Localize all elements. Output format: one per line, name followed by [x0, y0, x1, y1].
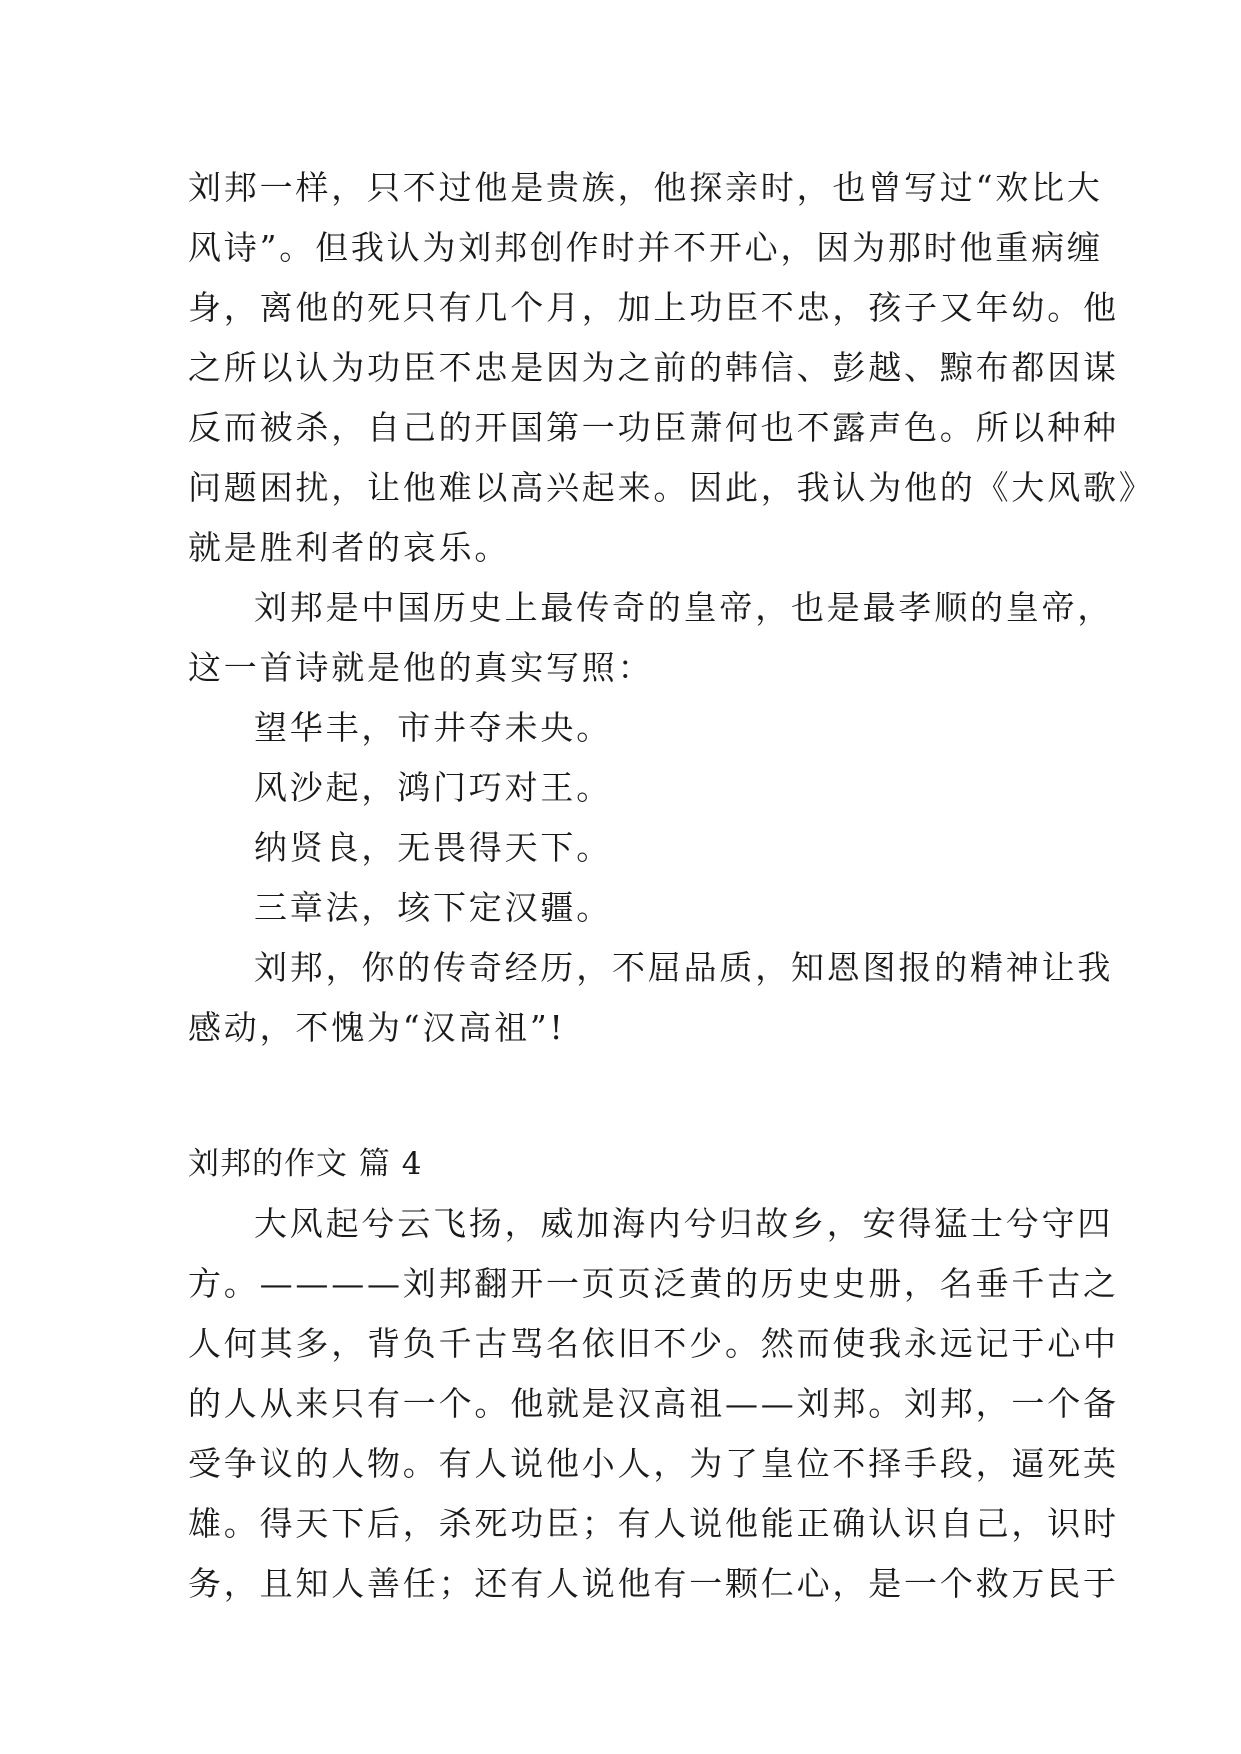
text-line: 反而被杀，自己的开国第一功臣萧何也不露声色。所以种种: [188, 408, 1119, 447]
poem-line: 风沙起，鸿门巧对王。: [254, 768, 612, 807]
text-line: 感动，不愧为“汉高祖”!: [188, 1008, 566, 1047]
text-line: 刘邦，你的传奇经历，不屈品质，知恩图报的精神让我: [254, 948, 1114, 987]
section-heading: 刘邦的作文 篇 4: [188, 1146, 423, 1182]
text-line: 刘邦是中国历史上最传奇的皇帝，也是最孝顺的皇帝，: [254, 588, 1114, 627]
paragraph-4: [188, 1194, 1119, 1614]
text-line: 就是胜利者的哀乐。: [188, 528, 511, 567]
text-line: 这一首诗就是他的真实写照：: [188, 648, 654, 687]
text-line: 人何其多，背负千古骂名依旧不少。然而使我永远记于心中: [188, 1324, 1119, 1363]
text-line: 雄。得天下后，杀死功臣；有人说他能正确认识自己，识时: [188, 1504, 1119, 1543]
text-line: 受争议的人物。有人说他小人，为了皇位不择手段，逼死英: [188, 1444, 1119, 1483]
spacer: [188, 1058, 1058, 1118]
poem-line: 纳贤良，无畏得天下。: [254, 828, 612, 867]
text-line: 务，且知人善任；还有人说他有一颗仁心，是一个救万民于: [188, 1564, 1119, 1603]
text-line: 方。————刘邦翻开一页页泛黄的历史史册，名垂千古之: [188, 1264, 1119, 1303]
paragraph-3: [188, 938, 1114, 1058]
text-line: 刘邦一样，只不过他是贵族，他探亲时，也曾写过“欢比大: [188, 168, 1103, 207]
text-line: 问题困扰，让他难以高兴起来。因此，我认为他的《大风歌》: [188, 468, 1155, 507]
paragraph-2: [188, 578, 1114, 698]
text-line: 大风起兮云飞扬，威加海内兮归故乡，安得猛士兮守四: [254, 1204, 1114, 1243]
poem-line: 三章法，垓下定汉疆。: [254, 888, 612, 927]
poem: [188, 698, 1058, 938]
text-line: 身，离他的死只有几个月，加上功臣不忠，孩子又年幼。他: [188, 288, 1119, 327]
poem-line: 望华丰，市井夺未央。: [254, 708, 612, 747]
document-page: [188, 158, 1155, 1614]
paragraph-1: [188, 158, 1155, 578]
text-line: 风诗”。但我认为刘邦创作时并不开心，因为那时他重病缠: [188, 228, 1103, 267]
text-line: 的人从来只有一个。他就是汉高祖——刘邦。刘邦，一个备: [188, 1384, 1119, 1423]
text-line: 之所以认为功臣不忠是因为之前的韩信、彭越、黥布都因谋: [188, 348, 1119, 387]
